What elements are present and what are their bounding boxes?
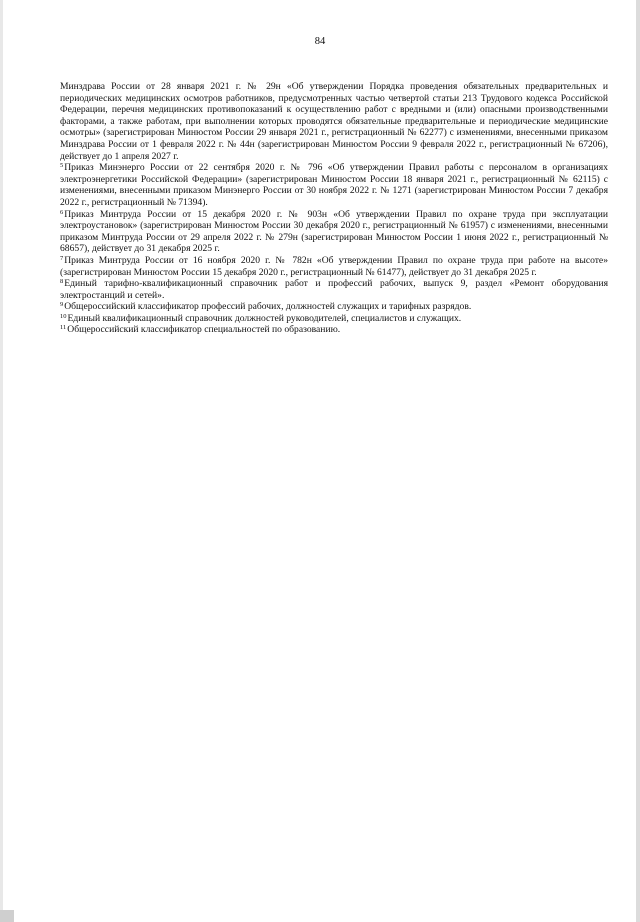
footnote-marker: 5	[60, 162, 64, 170]
footnote-5	[60, 162, 608, 208]
footnote-9	[60, 301, 608, 313]
scan-corner-mark	[0, 910, 14, 922]
footnote-6	[60, 209, 608, 255]
scan-edge-left	[0, 0, 3, 922]
page-number: 84	[314, 36, 326, 47]
footnote-marker: 9	[60, 301, 64, 309]
footnote-marker: 10	[60, 312, 67, 320]
footnote-7	[60, 255, 608, 278]
footnote-text: Приказ Минтруда России от 15 декабря 2020 г. № 903н «Об утверждении Правил по охране труда при эксплуатации электроустановок» (зарегистрирован Минюстом России 30 декабря 2020 г., регистрационный № 61957) с изменениями, внесенными приказом Минтруда России от 29 апреля 2022 г. № 279н (зарегистрирован Минюстом России 1 июня 2022 г., регистрационный № 68657), действует до 31 декабря 2025 г.	[60, 208, 608, 255]
footnote-text: Минздрава России от 28 января 2021 г. № 29н «Об утверждении Порядка проведения обязательных предварительных и периодических медицинских осмотров работников, предусмотренных частью четвертой статьи 213 Трудового кодекса Российской Федерации, перечня медицинских противопоказаний к осуществлению работ с вредными и (или) опасными производственными факторами, а также работам, при выполнении которых проводятся обязательные предварительные и периодические медицинские осмотры» (зарегистрирован Минюстом России 29 января 2021 г., регистрационный № 62277) с изменениями, внесенными приказом Минздрава России от 1 февраля 2022 г. № 44н (зарегистрирован Минюстом России 9 февраля 2022 г., регистрационный № 67206), действует до 1 апреля 2027 г.	[60, 81, 608, 162]
footnotes-block	[60, 81, 608, 336]
footnote-text: Приказ Минтруда России от 16 ноября 2020 г. № 782н «Об утверждении Правил по охране труда при работе на высоте» (зарегистрирован Минюстом России 15 декабря 2020 г., регистрационный № 61477), действует до 31 декабря 2025 г.	[60, 254, 608, 278]
footnote-marker: 8	[60, 278, 64, 286]
footnote-10	[60, 313, 608, 325]
footnote-8	[60, 278, 608, 301]
footnote-marker: 7	[60, 254, 64, 262]
footnote-text: Общероссийский классификатор профессий рабочих, должностей служащих и тарифных разрядов.	[64, 301, 472, 313]
footnote-4-continuation	[60, 81, 608, 162]
footnote-text: Приказ Минэнерго России от 22 сентября 2020 г. № 796 «Об утверждении Правил работы с персоналом в организациях электроэнергетики Российской Федерации» (зарегистрирован Минюстом России 18 января 2021 г., регистрационный № 62115) с изменениями, внесенными приказом Минэнерго России от 30 ноября 2022 г. № 1271 (зарегистрирован Минюстом России 7 декабря 2022 г., регистрационный № 71394).	[60, 162, 608, 208]
footnote-text: Общероссийский классификатор специальностей по образованию.	[67, 324, 341, 336]
footnote-text: Единый квалификационный справочник должностей руководителей, специалистов и служащих.	[67, 312, 462, 324]
scan-edge-right	[636, 0, 640, 922]
footnote-11	[60, 324, 608, 336]
footnote-marker: 6	[60, 208, 64, 216]
footnote-text: Единый тарифно-квалификационный справочник работ и профессий рабочих, выпуск 9, раздел «Ремонт оборудования электростанций и сетей».	[60, 278, 608, 301]
footnote-marker: 11	[60, 324, 67, 332]
